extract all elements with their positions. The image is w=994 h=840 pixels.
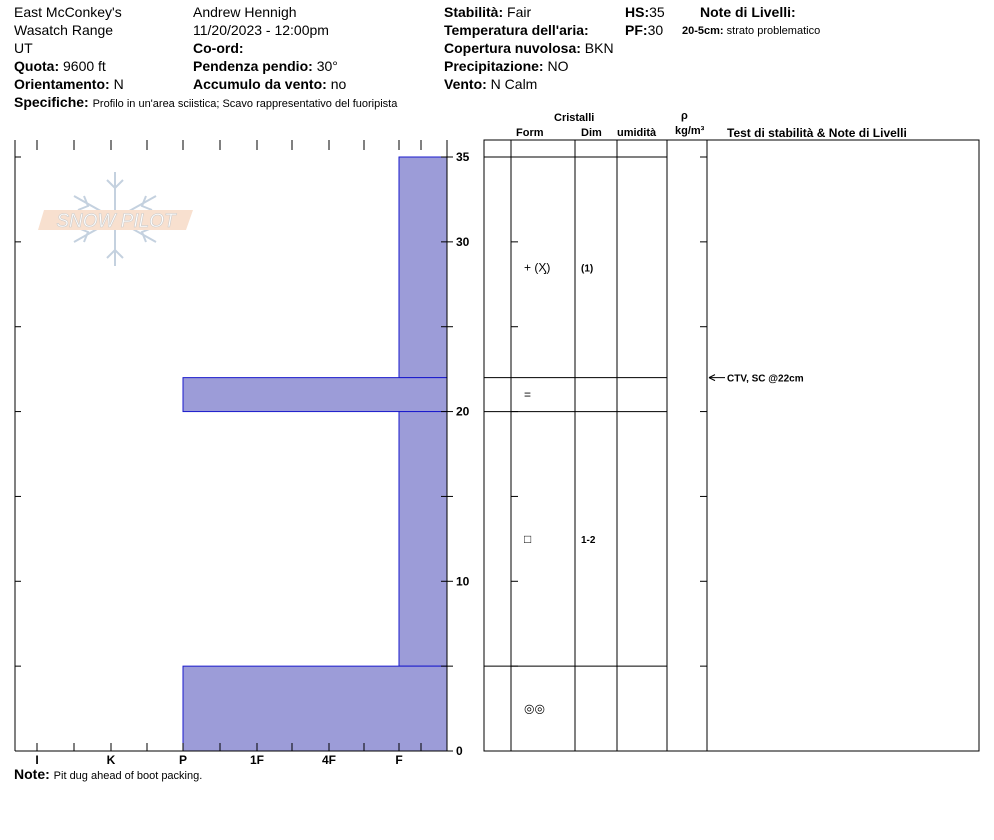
aspect-value: N (113, 76, 124, 92)
stability-value: Fair (507, 4, 532, 20)
hs-label: HS: (625, 4, 650, 20)
pf-label: PF: (625, 22, 648, 38)
elevation-label: Quota: (14, 58, 60, 74)
sky-label: Copertura nuvolosa: (444, 40, 581, 56)
depth-tick-label: 30 (456, 234, 470, 249)
hardness-tick-label: 1F (249, 753, 265, 767)
layer-note-depth: 20-5cm: (682, 25, 724, 37)
test-result: CTV, SC @22cm (727, 373, 804, 385)
sky-value: BKN (584, 40, 614, 56)
depth-tick-label: 0 (456, 744, 463, 758)
moisture-header: umidità (617, 127, 657, 139)
hardness-bar (183, 666, 447, 751)
specifics-label: Specifiche: (14, 94, 89, 110)
hardness-tick-label: P (178, 753, 188, 767)
hardness-plot (15, 140, 470, 767)
crystal-table (484, 140, 979, 751)
observer: Andrew Hennigh (193, 4, 297, 20)
slope-value: 30° (316, 58, 338, 74)
crystal-form: ◎◎ (524, 701, 545, 716)
note-text: Pit dug ahead of boot packing. (53, 770, 203, 782)
hs-value: 35 (649, 4, 665, 20)
hardness-bar (399, 157, 447, 378)
crystal-form: + (Ӽ) (524, 260, 551, 275)
precip-label: Precipitazione: (444, 58, 544, 74)
rho-header: ρ (681, 110, 688, 122)
layer-note-text: strato problematico (726, 25, 821, 37)
depth-tick-label: 10 (456, 574, 470, 589)
logo-text: SNOW PILOT (56, 211, 176, 232)
hardness-bar (399, 412, 447, 667)
form-header: Form (516, 127, 544, 139)
table-frame (484, 140, 979, 751)
tests-header: Test di stabilità & Note di Livelli (727, 126, 907, 140)
crystals-header: Cristalli (554, 112, 595, 124)
depth-tick-label: 35 (456, 150, 470, 164)
specifics-value: Profilo in un'area sciistica; Scavo rappresentativo del fuoripista (92, 98, 398, 110)
snowpilot-logo (38, 172, 193, 266)
stability-label: Stabilità: (444, 4, 504, 20)
state: UT (14, 40, 33, 56)
location: East McConkey's (14, 4, 122, 20)
crystal-form: □ (524, 531, 532, 546)
depth-tick-label: 20 (456, 404, 470, 419)
crystal-form: = (524, 387, 532, 402)
wind-label: Vento: (444, 76, 487, 92)
hardness-tick-label: F (395, 753, 403, 767)
wind-loading-value: no (330, 76, 347, 92)
datetime: 11/20/2023 - 12:00pm (193, 22, 329, 38)
layer-notes-label: Note di Livelli: (700, 4, 796, 20)
density-unit-header: kg/m³ (675, 125, 705, 137)
crystal-size: (1) (581, 263, 594, 275)
elevation-value: 9600 ft (63, 58, 106, 74)
pf-value: 30 (647, 22, 664, 38)
wind-loading-label: Accumulo da vento: (193, 76, 327, 92)
coord-label: Co-ord: (193, 40, 244, 56)
aspect-label: Orientamento: (14, 76, 110, 92)
precip-value: NO (547, 58, 569, 74)
hardness-tick-label: I (35, 753, 39, 767)
note-label: Note: (14, 766, 50, 782)
hardness-bar (183, 378, 447, 412)
slope-label: Pendenza pendio: (193, 58, 313, 74)
air-temp-label: Temperatura dell'aria: (444, 22, 589, 38)
wind-value: N Calm (490, 76, 538, 92)
footer-note (14, 766, 202, 785)
hardness-tick-label: 4F (321, 753, 337, 767)
crystal-size: 1-2 (581, 534, 596, 546)
mountain-range: Wasatch Range (14, 22, 114, 38)
hardness-tick-label: K (106, 753, 116, 767)
size-header: Dim (581, 127, 602, 139)
